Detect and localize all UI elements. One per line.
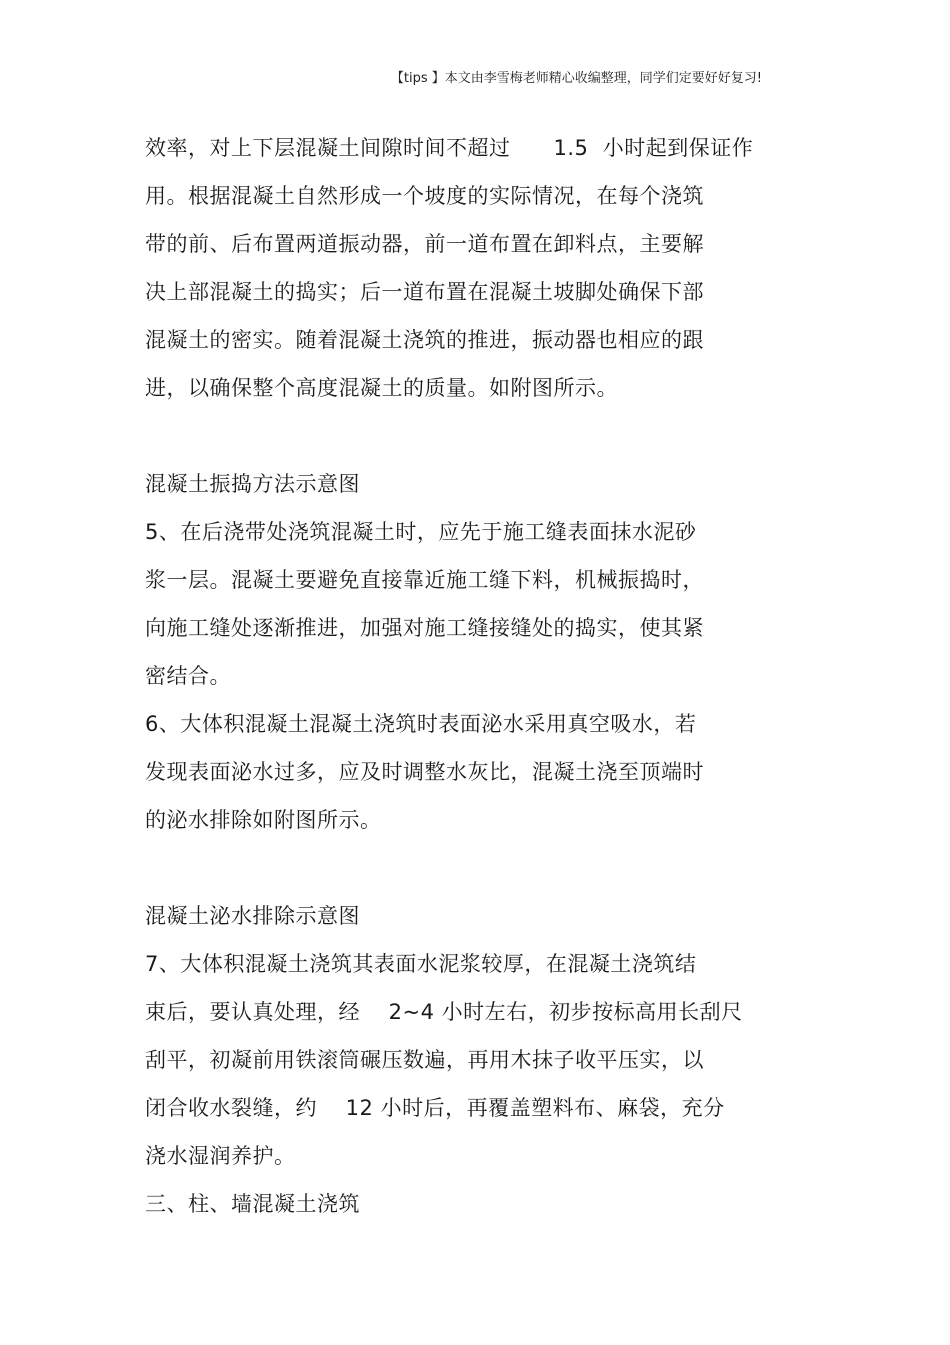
- text-line: 带的前、后布置两道振动器，前一道布置在卸料点，主要解: [145, 232, 704, 256]
- figure-caption-vibration: 混凝土振捣方法示意图: [145, 472, 360, 496]
- text-line: 效率，对上下层混凝土间隙时间不超过 1.5 小时起到保证作: [145, 136, 754, 160]
- section-heading: 三、柱、墙混凝土浇筑: [145, 1192, 360, 1216]
- document-body: [145, 124, 825, 1228]
- text-line: 决上部混凝土的捣实；后一道布置在混凝土坡脚处确保下部: [145, 280, 704, 304]
- text-line: 束后，要认真处理，经 2~4 小时左右，初步按标高用长刮尺: [145, 1000, 743, 1024]
- text-line: 混凝土的密实。随着混凝土浇筑的推进，振动器也相应的跟: [145, 328, 704, 352]
- text-line: 浆一层。混凝土要避免直接靠近施工缝下料，机械振捣时，: [145, 568, 704, 592]
- text-line: 发现表面泌水过多，应及时调整水灰比，混凝土浇至顶端时: [145, 760, 704, 784]
- text-line: 5、在后浇带处浇筑混凝土时，应先于施工缝表面抹水泥砂: [145, 520, 697, 544]
- text-line: 浇水湿润养护。: [145, 1144, 296, 1168]
- text-line: 进，以确保整个高度混凝土的质量。如附图所示。: [145, 376, 618, 400]
- figure-caption-bleeding: 混凝土泌水排除示意图: [145, 904, 360, 928]
- text-line: 闭合收水裂缝，约 12 小时后，再覆盖塑料布、麻袋，充分: [145, 1096, 725, 1120]
- text-line: 密结合。: [145, 664, 231, 688]
- text-line: 向施工缝处逐渐推进，加强对施工缝接缝处的捣实，使其紧: [145, 616, 704, 640]
- text-line: 的泌水排除如附图所示。: [145, 808, 382, 832]
- header-tips-note: 【tips 】本文由李雪梅老师精心收编整理，同学们定要好好复习!: [390, 71, 762, 86]
- blank-line: [145, 412, 825, 460]
- text-line: 6、大体积混凝土混凝土浇筑时表面泌水采用真空吸水，若: [145, 712, 697, 736]
- text-line: 用。根据混凝土自然形成一个坡度的实际情况，在每个浇筑: [145, 184, 704, 208]
- text-line: 刮平，初凝前用铁滚筒碾压数遍，再用木抹子收平压实，以: [145, 1048, 704, 1072]
- blank-line: [145, 844, 825, 892]
- text-line: 7、大体积混凝土浇筑其表面水泥浆较厚，在混凝土浇筑结: [145, 952, 697, 976]
